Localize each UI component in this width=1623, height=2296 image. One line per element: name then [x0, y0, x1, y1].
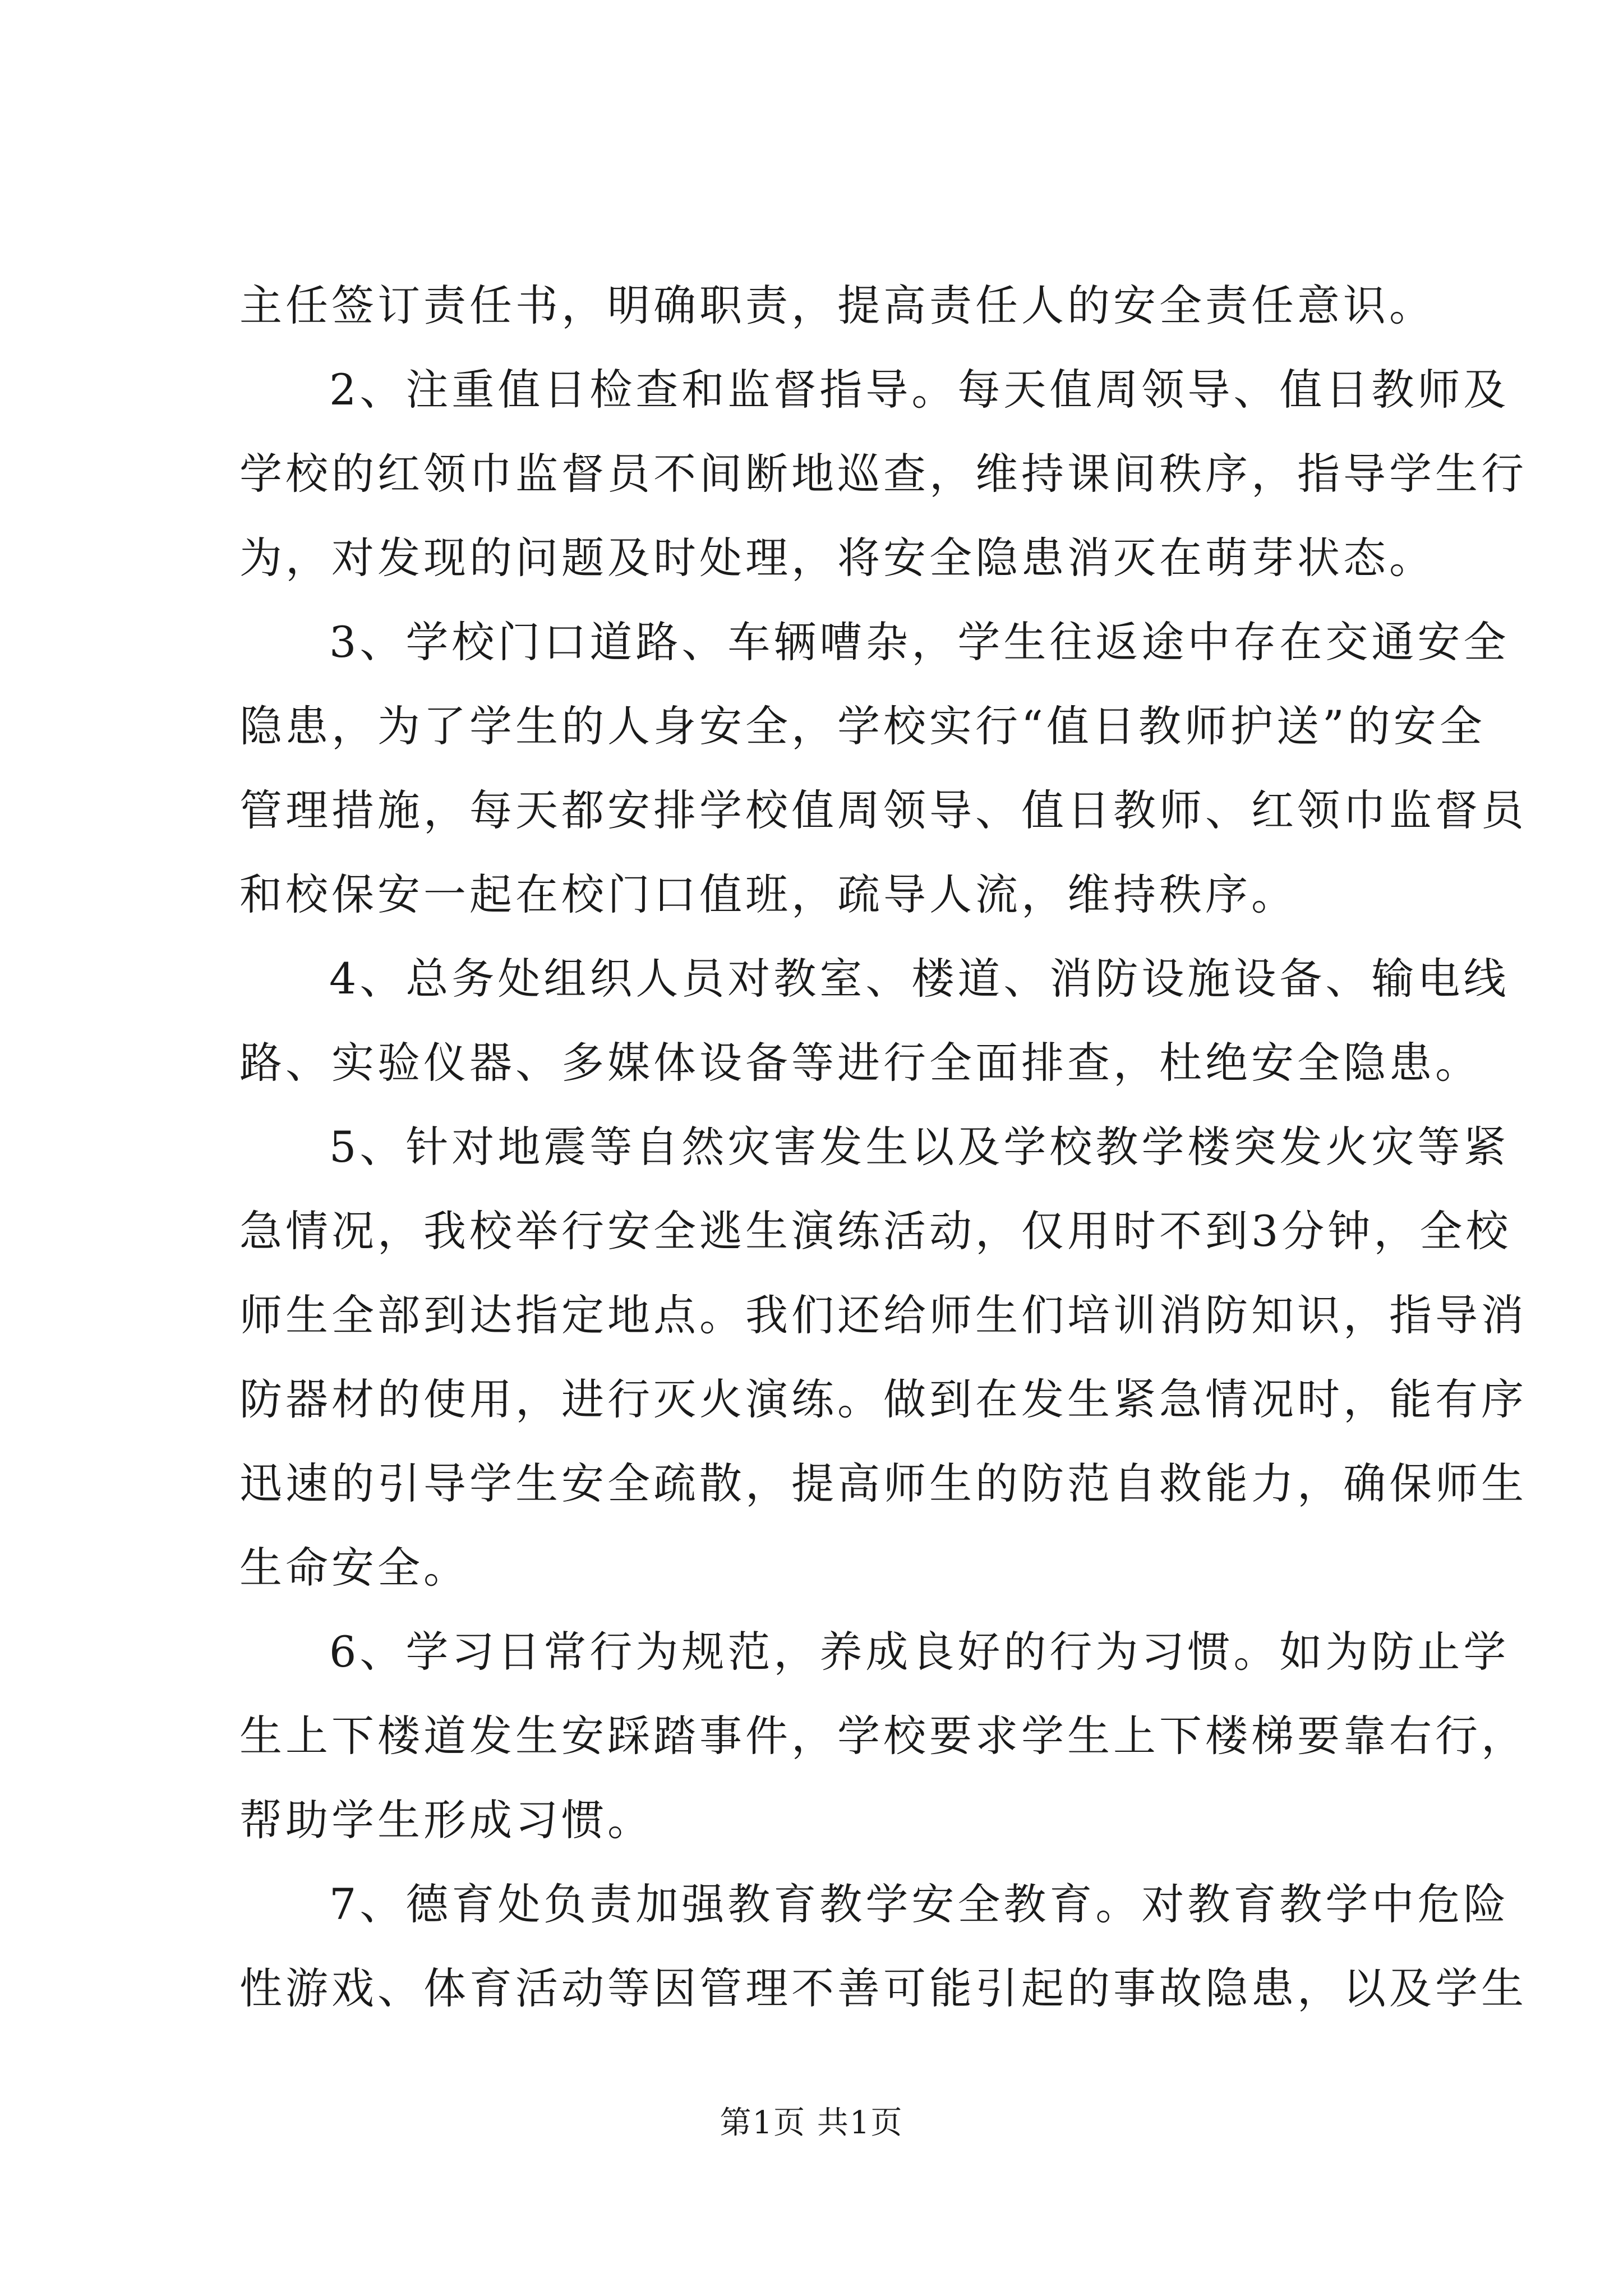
text-line: 2、注重值日检查和监督指导。每天值周领导、值日教师及	[329, 365, 1510, 415]
paragraph-item-5	[239, 1105, 1527, 1610]
paragraph-item-4	[239, 937, 1510, 1105]
text-line: 性游戏、体育活动等因管理不善可能引起的事故隐患，以及学生	[239, 1963, 1527, 2013]
text-line: 生上下楼道发生安踩踏事件，学校要求学生上下楼梯要靠右行，	[239, 1711, 1527, 1761]
text-line: 隐患，为了学生的人身安全，学校实行“值日教师护送”的安全	[239, 701, 1486, 751]
text-line: 主任签订责任书，明确职责，提高责任人的安全责任意识。	[239, 280, 1435, 330]
paragraph-item-3	[239, 600, 1527, 937]
text-line: 7、德育处负责加强教育教学安全教育。对教育教学中危险	[329, 1879, 1510, 1929]
text-line: 管理措施，每天都安排学校值周领导、值日教师、红领巾监督员	[239, 785, 1527, 835]
text-line: 路、实验仪器、多媒体设备等进行全面排查，杜绝安全隐患。	[239, 1038, 1481, 1088]
paragraph-item-7	[239, 1862, 1527, 2031]
text-line: 3、学校门口道路、车辆嘈杂，学生往返途中存在交通安全	[329, 617, 1510, 667]
page-number-footer: 第1页 共1页	[720, 2105, 903, 2141]
document-body	[239, 264, 1527, 2031]
text-line: 4、总务处组织人员对教室、楼道、消防设施设备、输电线	[329, 954, 1510, 1004]
paragraph-continuation	[239, 264, 1462, 348]
paragraph-item-2	[239, 348, 1527, 600]
text-line: 师生全部到达指定地点。我们还给师生们培训消防知识，指导消	[239, 1290, 1527, 1340]
paragraph-item-6	[239, 1610, 1527, 1862]
text-line: 学校的红领巾监督员不间断地巡查，维持课间秩序，指导学生行	[239, 449, 1527, 499]
text-line: 6、学习日常行为规范，养成良好的行为习惯。如为防止学	[329, 1627, 1510, 1677]
text-line: 和校保安一起在校门口值班，疏导人流，维持秩序。	[239, 869, 1297, 919]
text-line: 帮助学生形成习惯。	[239, 1795, 653, 1845]
text-line: 迅速的引导学生安全疏散，提高师生的防范自救能力，确保师生	[239, 1458, 1527, 1508]
text-line: 急情况，我校举行安全逃生演练活动，仅用时不到3分钟，全校	[239, 1206, 1512, 1256]
text-line: 生命安全。	[239, 1543, 469, 1593]
text-line: 防器材的使用，进行灭火演练。做到在发生紧急情况时，能有序	[239, 1374, 1527, 1424]
text-line: 5、针对地震等自然灾害发生以及学校教学楼突发火灾等紧	[329, 1122, 1510, 1172]
text-line: 为，对发现的问题及时处理，将安全隐患消灭在萌芽状态。	[239, 533, 1435, 583]
